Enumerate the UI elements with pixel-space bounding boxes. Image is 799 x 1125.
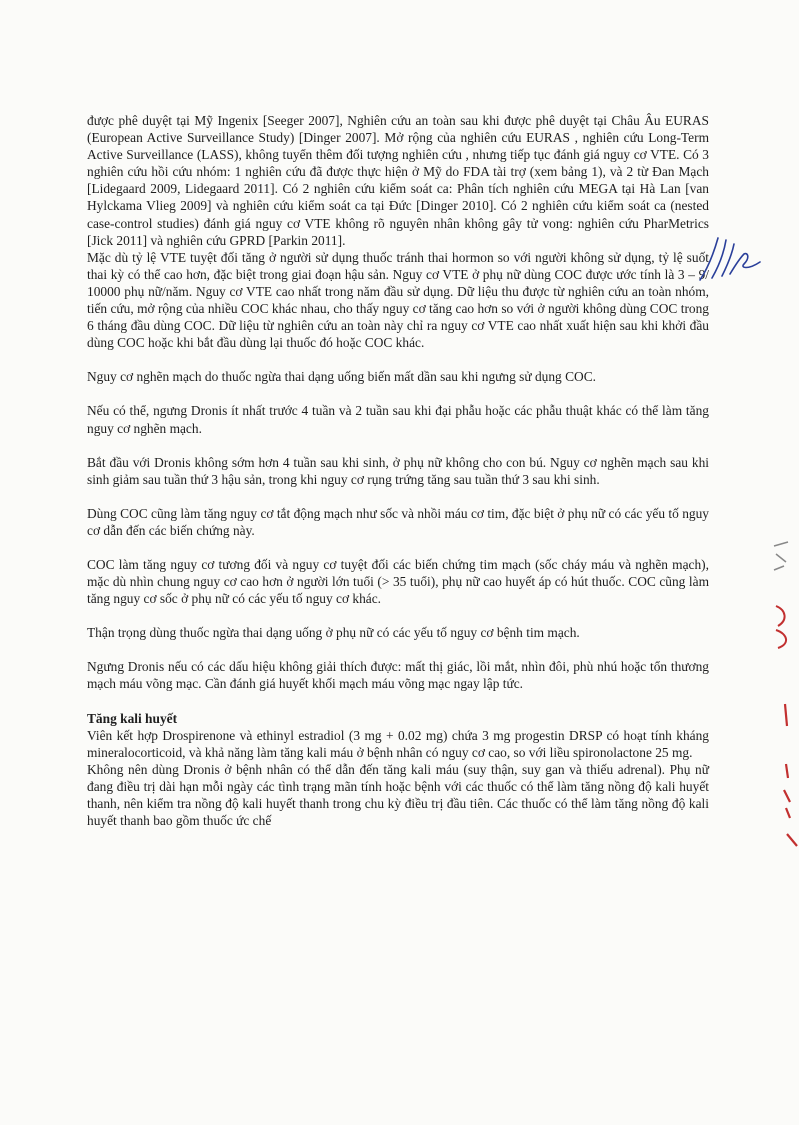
paragraph-arterial-risk: Dùng COC cũng làm tăng nguy cơ tắt động mạch như sốc và nhồi máu cơ tim, đặc biệt ở phụ nữ có các yếu tố nguy cơ dẫn đến các biến chứng này. xyxy=(87,505,709,538)
paragraph-cardiovascular: COC làm tăng nguy cơ tương đối và nguy cơ tuyệt đối các biến chứng tim mạch (sốc cháy máu và nghẽn mạch), mặc dù nhìn chung nguy cơ cao hơn ở người lớn tuổi (> 35 tuổi), phụ nữ cao huyết áp có hút thuốc. COC cũng làm tăng nguy cơ sốc ở phụ nữ có các yếu tố nguy cơ khác. xyxy=(87,556,709,607)
stamp-fragment xyxy=(770,600,794,650)
paragraph-vte-risk: Mặc dù tỷ lệ VTE tuyệt đối tăng ở người sử dụng thuốc tránh thai hormon so với người không sử dụng, tỷ lệ suốt thai kỳ có thể cao hơn, đặc biệt trong giai đoạn hậu sản. Nguy cơ VTE ở phụ nữ dùng COC được ước tính là 3 – 9/ 10000 phụ nữ/năm. Nguy cơ VTE cao nhất trong năm đầu sử dụng. Dữ liệu thu được từ nghiên cứu an toàn nhóm, tiến cứu, mở rộng của nhiều COC khác nhau, cho thấy nguy cơ tăng cao hơn so với ở người không dùng COC trong 6 tháng đầu dùng COC. Dữ liệu từ nghiên cứu an toàn này chỉ ra nguy cơ VTE cao nhất xuất hiện sau khi khởi đầu dùng COC hoặc khi bắt đầu dùng lại thuốc đó hoặc COC khác. xyxy=(87,249,709,351)
section-heading-hyperkalemia: Tăng kali huyết xyxy=(87,710,178,726)
paragraph-caution: Thận trọng dùng thuốc ngừa thai dạng uống ở phụ nữ có các yếu tố nguy cơ bệnh tim mạch. xyxy=(87,625,580,641)
stamp-fragment xyxy=(785,830,799,850)
stamp-fragment xyxy=(770,540,792,580)
document-body xyxy=(87,112,709,829)
handwritten-signature xyxy=(694,228,764,288)
paragraph-contraindication: Không nên dùng Dronis ở bệnh nhân có thể dẫn đến tăng kali máu (suy thận, suy gan và thiếu adrenal). Phụ nữ đang điều trị dài hạn mỗi ngày các tình trạng mãn tính hoặc bệnh với các thuốc có thể làm tăng nồng độ kali huyết thanh, nên kiểm tra nồng độ kali huyết thanh trong chu kỳ điều trị đầu tiên. Các thuốc có thể làm tăng nồng độ kali huyết thanh bao gồm thuốc ức chế xyxy=(87,761,709,829)
paragraph-studies: được phê duyệt tại Mỹ Ingenix [Seeger 2007], Nghiên cứu an toàn sau khi được phê duyệt tại Châu Âu EURAS (European Active Surveillance Study) [Dinger 2007]. Mở rộng của nghiên cứu EURAS , nghiên cứu Long-Term Active Surveillance (LASS), không tuyển thêm đối tượng nghiên cứu , nhưng tiếp tục đánh giá nguy cơ VTE. Có 3 nghiên cứu hồi cứu nhóm: 1 nghiên cứu đã được thực hiện ở Mỹ do FDA tài trợ (xem bảng 1), và 2 từ Đan Mạch [Lidegaard 2009, Lidegaard 2011]. Có 2 nghiên cứu kiểm soát ca: Phân tích nghiên cứu MEGA tại Hà Lan [van Hylckama Vlieg 2009] và nghiên cứu kiểm soát ca tại Đức [Dinger 2010]. Có 2 nghiên cứu kiểm soát ca (nested case-control studies) đánh giá nguy cơ VTE không rõ nguyên nhân không gây tử vong: nghiên cứu PharMetrics [Jick 2011] và nghiên cứu GPRD [Parkin 2011]. xyxy=(87,113,709,248)
paragraph-risk-fade: Nguy cơ nghẽn mạch do thuốc ngừa thai dạng uống biến mất dần sau khi ngưng sử dụng COC. xyxy=(87,369,596,385)
paragraph-postpartum: Bắt đầu với Dronis không sớm hơn 4 tuần sau khi sinh, ở phụ nữ không cho con bú. Nguy cơ nghẽn mạch sau khi sinh giảm sau tuần thứ 3 hậu sản, trong khi nguy cơ rụng trứng tăng sau tuần thứ 3 sau khi sinh. xyxy=(87,454,709,487)
paragraph-retinal: Ngưng Dronis nếu có các dấu hiệu không giải thích được: mất thị giác, lồi mắt, nhìn đôi, phù nhú hoặc tổn thương mạch máu võng mạc. Cần đánh giá huyết khối mạch máu võng mạc ngay lập tức. xyxy=(87,659,709,692)
paragraph-stop-before-surgery: Nếu có thể, ngưng Dronis ít nhất trước 4 tuần và 2 tuần sau khi đại phẫu hoặc các phẫu thuật khác có thể làm tăng nguy cơ nghẽn mạch. xyxy=(87,403,709,436)
paragraph-drsp: Viên kết hợp Drospirenone và ethinyl estradiol (3 mg + 0.02 mg) chứa 3 mg progestin DRSP có hoạt tính kháng mineralocorticoid, và khả năng làm tăng kali máu ở bệnh nhân có nguy cơ cao, so với liều spironolactone 25 mg. xyxy=(87,727,709,760)
stamp-fragment xyxy=(775,700,795,730)
stamp-fragment xyxy=(778,760,796,820)
